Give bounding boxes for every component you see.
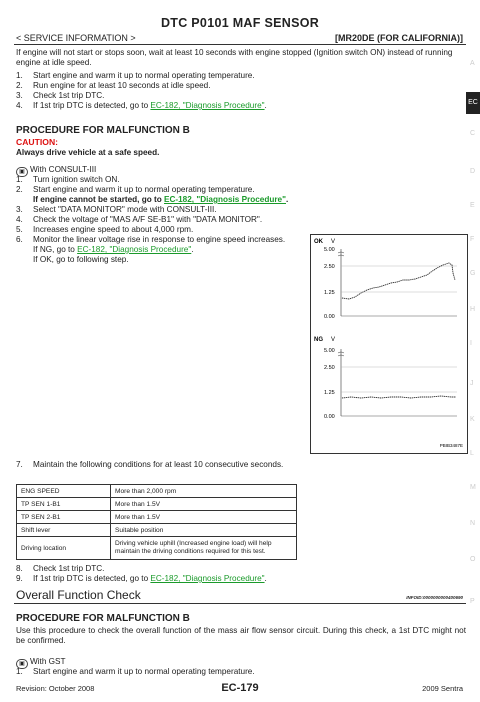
gst-line: ▣ With GST — [16, 657, 65, 669]
side-letter-k: K — [470, 416, 475, 423]
overall-heading: Overall Function Check — [16, 588, 141, 602]
side-letter-p: P — [470, 598, 475, 605]
side-letter-g: G — [470, 270, 476, 277]
ok-tick-125: 1.25 — [324, 290, 335, 296]
step-list-b — [16, 175, 306, 265]
table-row: TP SEN 1-B1 More than 1.5V — [17, 498, 297, 511]
diagnosis-procedure-link[interactable]: EC-182, "Diagnosis Procedure" — [150, 101, 265, 110]
ok-unit: V — [331, 239, 336, 245]
list-item: 3. Check 1st trip DTC. — [16, 91, 105, 100]
side-letter-e: E — [470, 202, 475, 209]
ok-tick-500: 5.00 — [324, 247, 335, 253]
page-number: EC-179 — [221, 682, 259, 694]
table-row: Driving location Driving vehicle uphill (Increased engine load) will help maintain the driving conditions required for this test. — [17, 537, 297, 560]
table-row: ENG SPEED More than 2,000 rpm — [17, 485, 297, 498]
voltage-graphs — [311, 235, 467, 453]
ok-tick-250: 2.50 — [324, 264, 335, 270]
step-7: 7. Maintain the following conditions for at least 10 consecutive seconds. — [16, 460, 284, 469]
ok-tick-000: 0.00 — [324, 314, 335, 320]
section-tab-ec[interactable]: EC — [466, 92, 480, 114]
overall-step-1: 1. Start engine and warm it up to normal operating temperature. — [16, 667, 255, 676]
step-list-c — [16, 564, 267, 584]
info-id: INFOID:0000000000400690 — [406, 595, 463, 600]
diagnosis-procedure-link[interactable]: EC-182, "Diagnosis Procedure" — [150, 574, 265, 583]
side-letter-h: H — [470, 306, 476, 313]
vehicle-label: 2009 Sentra — [422, 684, 463, 693]
list-item: 4. Check the voltage of "MAS A/F SE-B1" with "DATA MONITOR". — [16, 215, 263, 224]
side-letter-j: J — [470, 380, 474, 387]
side-letter-m: M — [470, 484, 476, 491]
figure-code: PBIB3487E — [439, 443, 463, 448]
side-letter-o: O — [470, 556, 476, 563]
side-letter-c: C — [470, 130, 476, 137]
ok-trace — [342, 263, 455, 299]
consult-icon: ▣ — [16, 167, 28, 177]
list-item: 1. Turn ignition switch ON. — [16, 175, 120, 184]
page-title: DTC P0101 MAF SENSOR — [160, 16, 320, 30]
ng-tick-000: 0.00 — [324, 414, 335, 420]
list-item: 2. Start engine and warm it up to normal operating temperature. — [16, 185, 255, 194]
side-letter-a: A — [470, 60, 475, 67]
conditions-table — [16, 484, 297, 560]
list-item: If NG, go to EC-182, "Diagnosis Procedure". — [33, 245, 194, 254]
overall-rule — [14, 603, 466, 604]
proc-b-heading: PROCEDURE FOR MALFUNCTION B — [16, 125, 190, 136]
list-item: 3. Select "DATA MONITOR" mode with CONSULT-III. — [16, 205, 217, 214]
section-label: < SERVICE INFORMATION > — [16, 33, 136, 43]
list-item: 6. Monitor the linear voltage rise in response to engine speed increases. — [16, 235, 286, 244]
diagnosis-procedure-link[interactable]: EC-182, "Diagnosis Procedure" — [164, 195, 286, 204]
gst-icon: ▣ — [16, 659, 28, 669]
ng-tick-250: 2.50 — [324, 365, 335, 371]
side-letter-n: N — [470, 520, 476, 527]
ng-tick-125: 1.25 — [324, 390, 335, 396]
table-row: TP SEN 2-B1 More than 1.5V — [17, 511, 297, 524]
overall-sub-heading: PROCEDURE FOR MALFUNCTION B — [16, 613, 190, 624]
model-label: [MR20DE (FOR CALIFORNIA)] — [335, 33, 463, 43]
side-letter-i: I — [470, 340, 472, 347]
list-item: 2. Run engine for at least 10 seconds at idle speed. — [16, 81, 211, 90]
list-item: 9. If 1st trip DTC is detected, go to EC-182, "Diagnosis Procedure". — [16, 574, 267, 583]
header-rule — [14, 44, 466, 45]
list-item: 1. Start engine and warm it up to normal operating temperature. — [16, 71, 255, 80]
ng-tick-500: 5.00 — [324, 348, 335, 354]
side-letter-d: D — [470, 168, 476, 175]
ng-trace — [342, 396, 456, 398]
caution-label: CAUTION: — [16, 137, 59, 147]
ok-label: OK — [314, 239, 323, 245]
ng-label: NG — [314, 337, 323, 343]
ng-unit: V — [331, 337, 336, 343]
consult-line: ▣ With CONSULT-III — [16, 165, 96, 177]
side-letter-l: L — [470, 450, 474, 457]
overall-text: Use this procedure to check the overall function of the mass air flow sensor circuit. During this check, a 1st DTC might not be confirmed. — [16, 626, 466, 645]
intro-text: If engine will not start or stops soon, wait at least 10 seconds with engine stopped (Ignition switch ON) instead of running engine at idle speed. — [16, 48, 453, 67]
list-item: If OK, go to following step. — [33, 255, 129, 264]
list-item: 4. If 1st trip DTC is detected, go to EC-182, "Diagnosis Procedure". — [16, 101, 267, 110]
diagnosis-procedure-link[interactable]: EC-182, "Diagnosis Procedure" — [77, 245, 192, 254]
step-list-a — [16, 71, 267, 111]
table-row: Shift lever Suitable position — [17, 524, 297, 537]
list-item: 8. Check 1st trip DTC. — [16, 564, 105, 573]
revision-label: Revision: October 2008 — [16, 684, 95, 693]
list-item: If engine cannot be started, go to EC-182, "Diagnosis Procedure". — [33, 195, 289, 204]
list-item: 5. Increases engine speed to about 4,000 rpm. — [16, 225, 194, 234]
voltage-figure — [310, 234, 468, 454]
caution-text: Always drive vehicle at a safe speed. — [16, 148, 160, 157]
side-letter-f: F — [470, 236, 475, 243]
